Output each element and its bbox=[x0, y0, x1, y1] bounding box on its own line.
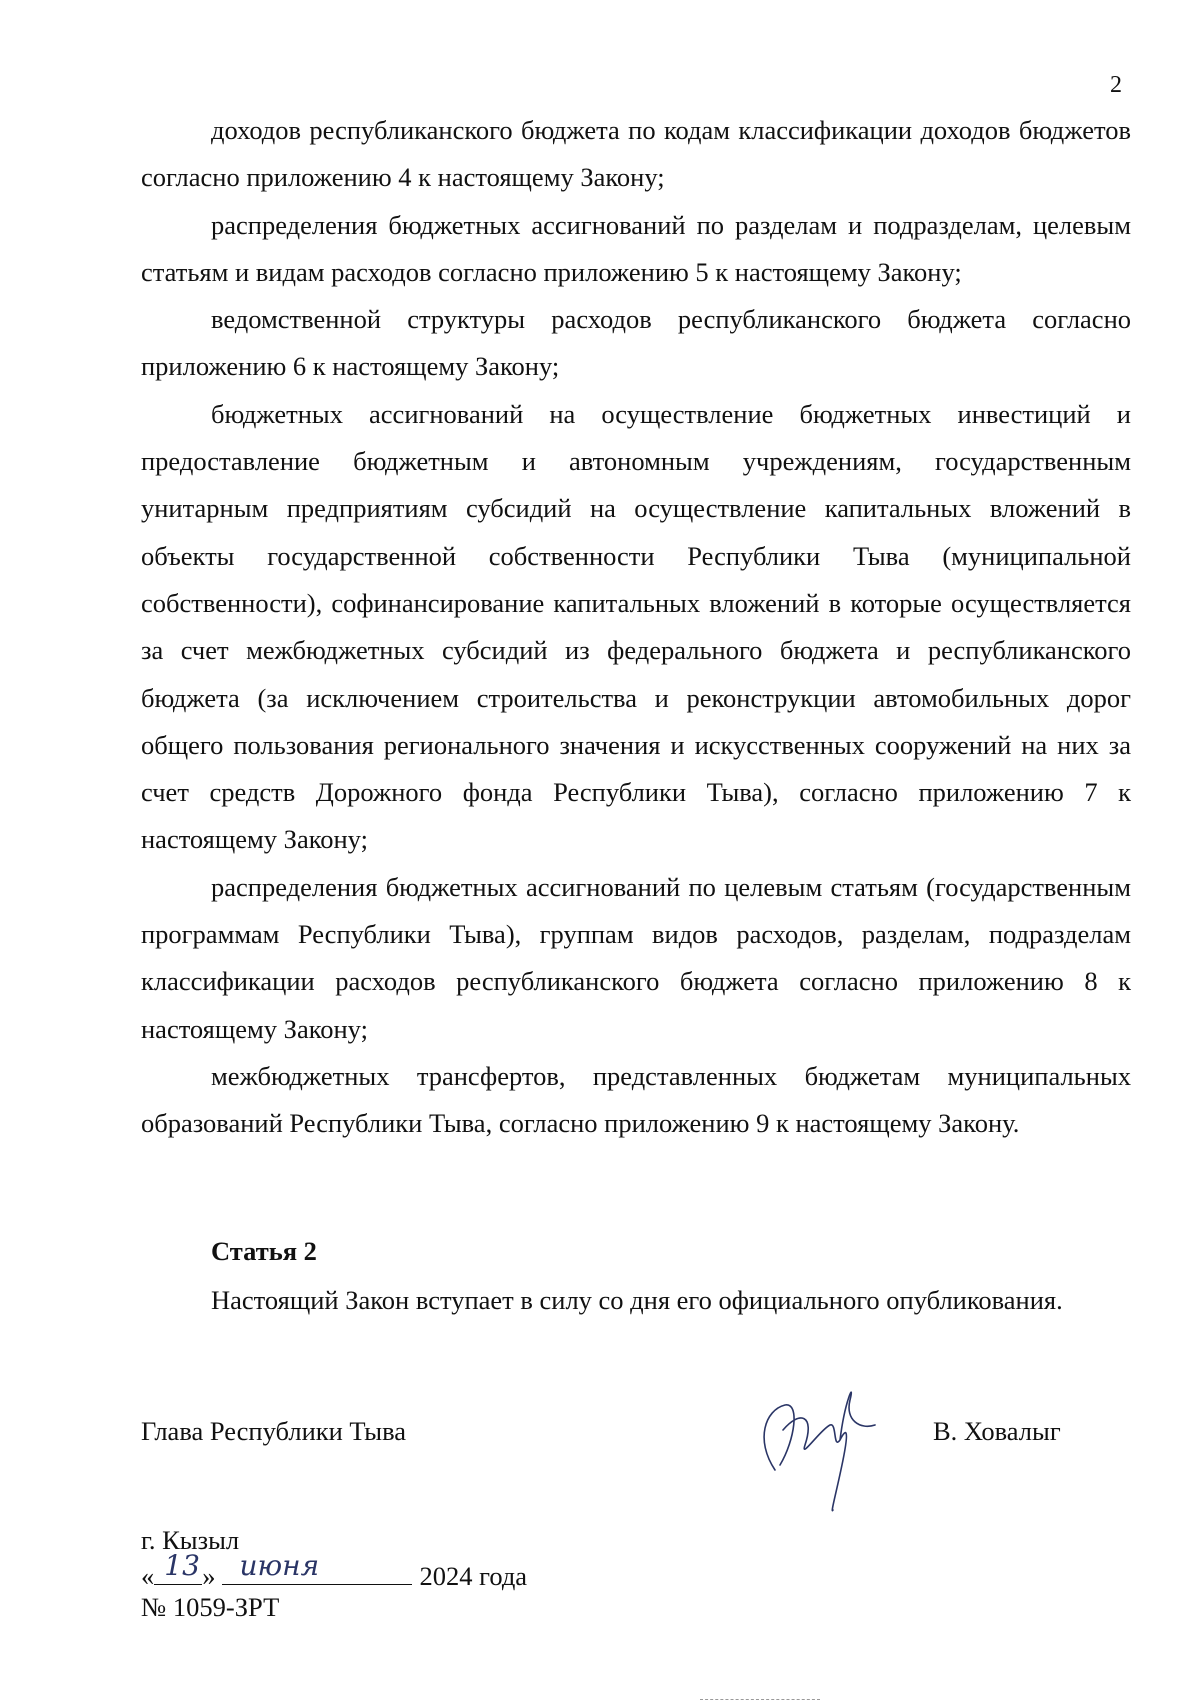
document-number: № 1059-ЗРТ bbox=[141, 1592, 280, 1622]
handwritten-month: июня bbox=[239, 1549, 320, 1582]
article-text: Настоящий Закон вступает в силу со дня его официального опубликования. bbox=[211, 1285, 1063, 1315]
city-line: г. Кызыл bbox=[141, 1525, 240, 1555]
scan-artifact bbox=[700, 1699, 820, 1703]
paragraph-departmental-structure: ведомственной структуры расходов республиканского бюджета согласно приложению 6 к настоящему Закону; bbox=[141, 304, 1131, 382]
document-body bbox=[141, 107, 1131, 1148]
signer-title: Глава Республики Тыва bbox=[141, 1416, 407, 1446]
open-quote: « bbox=[141, 1561, 155, 1591]
day-blank bbox=[154, 1549, 202, 1585]
page-number: 2 bbox=[1110, 72, 1122, 98]
year-text: 2024 года bbox=[419, 1561, 528, 1591]
handwritten-day: 13 bbox=[164, 1549, 200, 1582]
paragraph-allocation-sections: распределения бюджетных ассигнований по разделам и подразделам, целевым статьям и видам расходов согласно приложению 5 к настоящему Закону; bbox=[141, 209, 1131, 287]
paragraph-income-codes: доходов республиканского бюджета по кодам классификации доходов бюджетов согласно приложению 4 к настоящему Закону; bbox=[141, 115, 1131, 193]
close-quote: » bbox=[202, 1561, 216, 1591]
article-heading: Статья 2 bbox=[211, 1236, 317, 1266]
signer-name: В. Ховалыг bbox=[933, 1416, 1061, 1446]
paragraph-budget-investments: бюджетных ассигнований на осуществление бюджетных инвестиций и предоставление бюджетным и автономным учреждениям, государственным унитарным предприятиям субсидий на осуществление капитальных вложений в объекты государственной собственности Республики Тыва (муниципальной собственности), софинансирование капитальных вложений в которые осуществляется за счет межбюджетных субсидий из федерального бюджета и республиканского бюджета (за исключением строительства и реконструкции автомобильных дорог общего пользования регионального значения и искусственных сооружений на них за счет средств Дорожного фонда Республики Тыва), согласно приложению 7 к настоящему Закону; bbox=[141, 398, 1131, 855]
date-line bbox=[141, 1549, 528, 1592]
paragraph-allocation-programs: распределения бюджетных ассигнований по целевым статьям (государственным программам Республики Тыва), группам видов расходов, разделам, подразделам классификации расходов республиканского бюджета согласно приложению 8 к настоящему Закону; bbox=[141, 871, 1131, 1044]
month-blank bbox=[222, 1549, 412, 1585]
paragraph-interbudget-transfers: межбюджетных трансфертов, представленных бюджетам муниципальных образований Республики Тыва, согласно приложению 9 к настоящему Закону. bbox=[141, 1060, 1131, 1139]
handwritten-signature bbox=[745, 1370, 885, 1520]
